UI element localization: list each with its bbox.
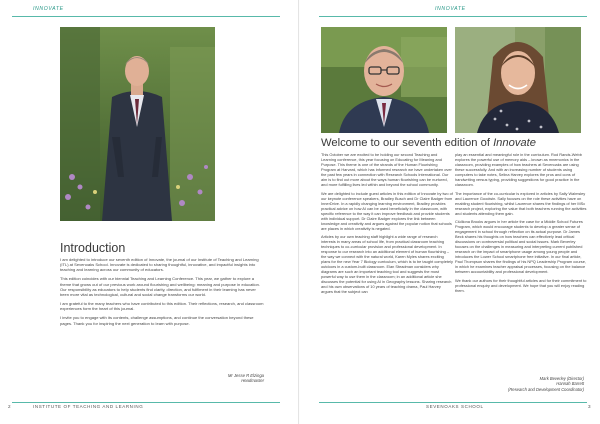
- welcome-paragraph: play an essential and meaningful role in the curriculum. Rod Rands-Webb explores the powerful use of memory aids – known as mnemonics in the classroom, providing examples of how teachers at Sevenoaks are using these successfully. And with an increasing number of students using computers to take notes, Selina Harvey explores the pros and cons of handwriting versus typing, providing suggestions for good practice in the classroom.: [455, 152, 582, 187]
- signature-2: Hannah Barrett: [556, 381, 584, 387]
- intro-body: [60, 257, 265, 330]
- right-header-rule: [319, 16, 587, 17]
- headmaster-photo: [60, 27, 215, 221]
- left-header-label: INNOVATE: [33, 6, 64, 12]
- right-header-label: INNOVATE: [435, 6, 466, 12]
- welcome-column-1: [321, 152, 453, 298]
- welcome-title-italic: Innovate: [493, 137, 536, 149]
- signature-1: Mark Beverley (Director): [539, 376, 584, 381]
- right-page-number: 3: [588, 404, 591, 409]
- welcome-paragraph: This October we are excited to be holding our second Teaching and Learning conference, this year focusing on Educating for Meaning and Purpose. This theme is one of the strands of the Human Flourishing Program at Harvard, which has informed research we have undertaken over the past few years in connection with Research Schools International. Our aim is to find out more about the ways human flourishing can be nurtured, and more fulfilling lives led within and beyond the school community.: [321, 152, 452, 187]
- welcome-paragraph: We are delighted to include guest articles in this edition of Innovate by two of our keynote conference speakers, Bradley Busch and Dr Claire Badger from InnerDrive. In a rapidly changing learning environment, Bradley provides practical advice on how AI can be used beneficially in the classroom, with specific reference to the way it can improve feedback and provide students with individual support. Dr Claire Badger explores the link between knowledge and creativity and argues against the popular notion that schools are places in which creativity is negated.: [321, 190, 453, 231]
- director-photo: [321, 27, 447, 133]
- signature-name: Mr Jesse R Elzinga: [227, 373, 264, 378]
- intro-paragraph: I am grateful to the many teachers who have contributed to this edition. Their reflections, research, and classroom experiences form the heart of this journal.: [60, 301, 264, 312]
- right-footer-rule: [319, 402, 587, 403]
- headmaster-signature: [228, 373, 264, 384]
- welcome-paragraph: Articles by our own teaching staff highlight a wide range of research interests in many areas of school life, from practical classroom teaching techniques to co-curricular provision and professional development. In response to our research into an additional element of human flourishing – the way we connect with the natural world, Karen Myles shares exciting plans for the new Year 7 Biology curriculum, which is to be taught completely outdoors in a custom-built classroom. Elan Steadman considers why diagrams are such an important teaching tool and suggests the most powerful way to use them in the classroom; in an additional article she discusses the potential for using AI in Geography lessons. Sharing research and his own observations of 10 years of teaching drama, Paul Harvey argues that the subject can: [321, 234, 453, 294]
- welcome-title: [321, 137, 536, 149]
- editors-signatures: [508, 376, 584, 392]
- right-footer-label: SEVENOAKS SCHOOL: [426, 404, 484, 409]
- intro-paragraph: I am delighted to introduce our seventh edition of Innovate, the journal of our Institute of Teaching and Learning (ITL) at Sevenoaks School. Innovate is dedicated to sharing thoughtful, innovative, and impactful insights into teaching and learning across our community of educators.: [60, 257, 259, 273]
- welcome-paragraph: We thank our authors for their thoughtful articles and for their commitment to professional enquiry and development. We hope that you will enjoy reading them.: [455, 277, 587, 293]
- left-page-number: 2: [8, 404, 11, 409]
- welcome-column-2: [455, 152, 587, 296]
- intro-title: Introduction: [60, 241, 126, 255]
- intro-paragraph: This edition coincides with our biennial Teaching and Learning Conference. This year, we gather to explore a theme that grows out of our previous work around flourishing and wellbeing: meaning and purpose in education. Our responsibility as educators to help students find clarity, direction, and fulfilment in their learning has never been more vital as technological, cultural and social change transforms our world.: [60, 276, 260, 297]
- coordinator-photo: [455, 27, 581, 133]
- welcome-title-text: Welcome to our seventh edition of: [321, 137, 494, 149]
- welcome-paragraph: The importance of the co-curricular is explored in articles by Sally Walmsley and Laurence Goodwin. Sally focuses on the role these activities have on enabling student flourishing, whilst Laurence shares the findings of her MSc research project, exploring the value that both teachers running the activities and students attending them gain.: [455, 190, 587, 216]
- intro-paragraph: I invite you to engage with its contents, challenge assumptions, and continue the conversation beyond these pages. Thank you for inspiring the next generation to learn with purpose.: [60, 315, 254, 326]
- signature-2-role: (Research and Development Coordinator): [507, 386, 584, 392]
- signature-role: Headmaster: [241, 378, 264, 384]
- left-page: [0, 0, 299, 424]
- left-header-rule: [12, 16, 280, 17]
- left-footer-rule: [12, 402, 280, 403]
- welcome-paragraph: Ciúlliona Brooks argues in her article the case for a Middle School Futures Program, which would encourage students to develop a greater sense of engagement in school through reflection on its actual purpose. Dr James Beck shares his thoughts on how teachers can effectively lead critical discussions on controversial political and social issues. Mark Beverley focuses on the challenges in measuring and interpreting current published research on the impact of smartphone usage among young people and introduces the Lower School smartphone free initiative. In our final article, Paul Thompson shares the findings of his NPQ Leadership Program course, in which he examines teacher appraisal processes, focusing on the balance between accountability and professional development.: [455, 219, 586, 274]
- left-footer-label: INSTITUTE OF TEACHING AND LEARNING: [33, 404, 144, 409]
